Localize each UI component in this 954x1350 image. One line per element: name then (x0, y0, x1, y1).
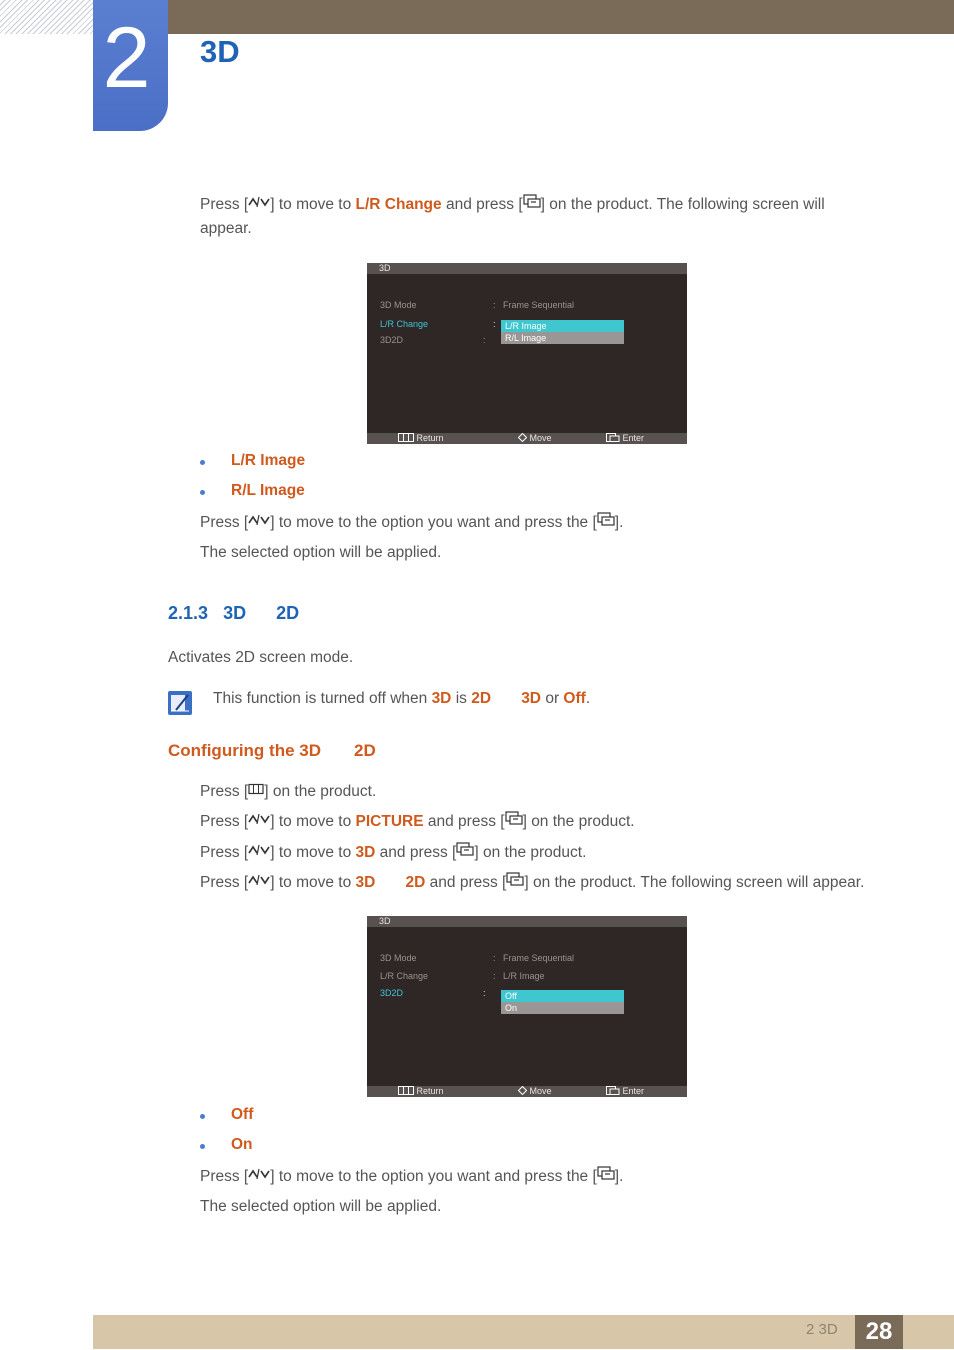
intro-line-2: appear. (200, 220, 252, 237)
osd-footer-bar (367, 1086, 687, 1097)
osd-footer-enter: Enter (606, 433, 644, 444)
enter-icon (523, 192, 541, 216)
configuring-heading: Configuring the 3D 2D (168, 741, 376, 760)
osd-row-3d2d[interactable]: 3D2D (380, 988, 404, 998)
step-4: Press [ ] to move to 3D 2D and press [ ] on the product. The following screen will appear. (200, 871, 864, 895)
intro-line-1: Press [ ] to move to L/R Change and press [ ] on the product. The following screen will (200, 193, 825, 217)
step-2: Press [ ] to move to PICTURE and press [ ] on the product. (200, 810, 635, 834)
osd-row-3d-mode-value: Frame Sequential (503, 300, 575, 310)
osd-row-3d-mode: 3D Mode (380, 953, 417, 963)
up-down-icon (248, 809, 270, 833)
menu-icon (398, 433, 414, 442)
up-down-icon (248, 510, 270, 534)
osd-footer-return: Return (398, 433, 444, 444)
section-heading: 2.1.3 3D 2D (168, 603, 300, 623)
select-option-text: Press [ ] to move to the option you want and press the [ ]. (200, 511, 623, 535)
osd-screen-lr-change: 3D 3D Mode : Frame Sequential L/R Change : 3D2D : L/R Image R/L Image Return Move Enter (367, 263, 687, 444)
step-1: Press [ ] on the product. (200, 780, 376, 804)
enter-icon (606, 1086, 620, 1095)
osd-footer-return: Return (398, 1086, 444, 1097)
applied-text: The selected option will be applied. (200, 544, 442, 561)
move-icon (518, 1086, 527, 1095)
footer-chapter-label: 2 3D (806, 1321, 838, 1338)
enter-icon (505, 809, 523, 833)
select-option-text-2: Press [ ] to move to the option you want and press the [ ]. (200, 1165, 623, 1189)
osd-screen-3d2d: 3D 3D Mode : Frame Sequential L/R Change : L/R Image 3D2D : Off On Return Move Enter (367, 916, 687, 1097)
up-down-icon (248, 870, 270, 894)
osd-row-lr-change[interactable]: L/R Change (380, 319, 429, 329)
enter-icon (597, 510, 615, 534)
up-down-icon (248, 192, 270, 216)
osd-footer-bar (367, 433, 687, 444)
menu-icon (248, 779, 264, 803)
chapter-title: 3D (200, 34, 240, 69)
enter-icon (606, 433, 620, 442)
note-text: This function is turned off when 3D is 2D 3D or Off. (213, 690, 591, 707)
osd-option-on[interactable]: On (505, 1003, 518, 1013)
osd-dropdown (501, 320, 624, 344)
osd-footer-move: Move (518, 1086, 552, 1097)
osd-title-bar: 3D (367, 263, 687, 274)
up-down-icon (248, 1164, 270, 1188)
header-hatch-pattern (0, 0, 93, 34)
osd-row-lr-change: L/R Change (380, 971, 429, 981)
osd-row-3d-mode-value: Frame Sequential (503, 953, 575, 963)
step-3: Press [ ] to move to 3D and press [ ] on the product. (200, 841, 586, 865)
enter-icon (597, 1164, 615, 1188)
osd-row-lr-change-value: L/R Image (503, 971, 545, 981)
applied-text-2: The selected option will be applied. (200, 1198, 442, 1215)
chapter-number: 2 (102, 10, 149, 106)
osd-option-off[interactable]: Off (501, 990, 624, 1002)
osd-option-lr-image[interactable]: L/R Image (501, 320, 624, 332)
enter-icon (456, 840, 474, 864)
page-number: 28 (865, 1318, 893, 1345)
move-icon (518, 433, 527, 442)
osd-footer-enter: Enter (606, 1086, 644, 1097)
up-down-icon (248, 840, 270, 864)
osd-row-3d2d: 3D2D (380, 335, 404, 345)
enter-icon (506, 870, 524, 894)
activates-text: Activates 2D screen mode. (168, 649, 354, 666)
osd-dropdown (501, 990, 624, 1014)
osd-footer-move: Move (518, 433, 552, 444)
menu-icon (398, 1086, 414, 1095)
note-icon (168, 691, 192, 715)
header-bar (93, 0, 954, 34)
osd-option-rl-image[interactable]: R/L Image (505, 333, 547, 343)
osd-row-3d-mode: 3D Mode (380, 300, 417, 310)
osd-title-bar: 3D (367, 916, 687, 927)
